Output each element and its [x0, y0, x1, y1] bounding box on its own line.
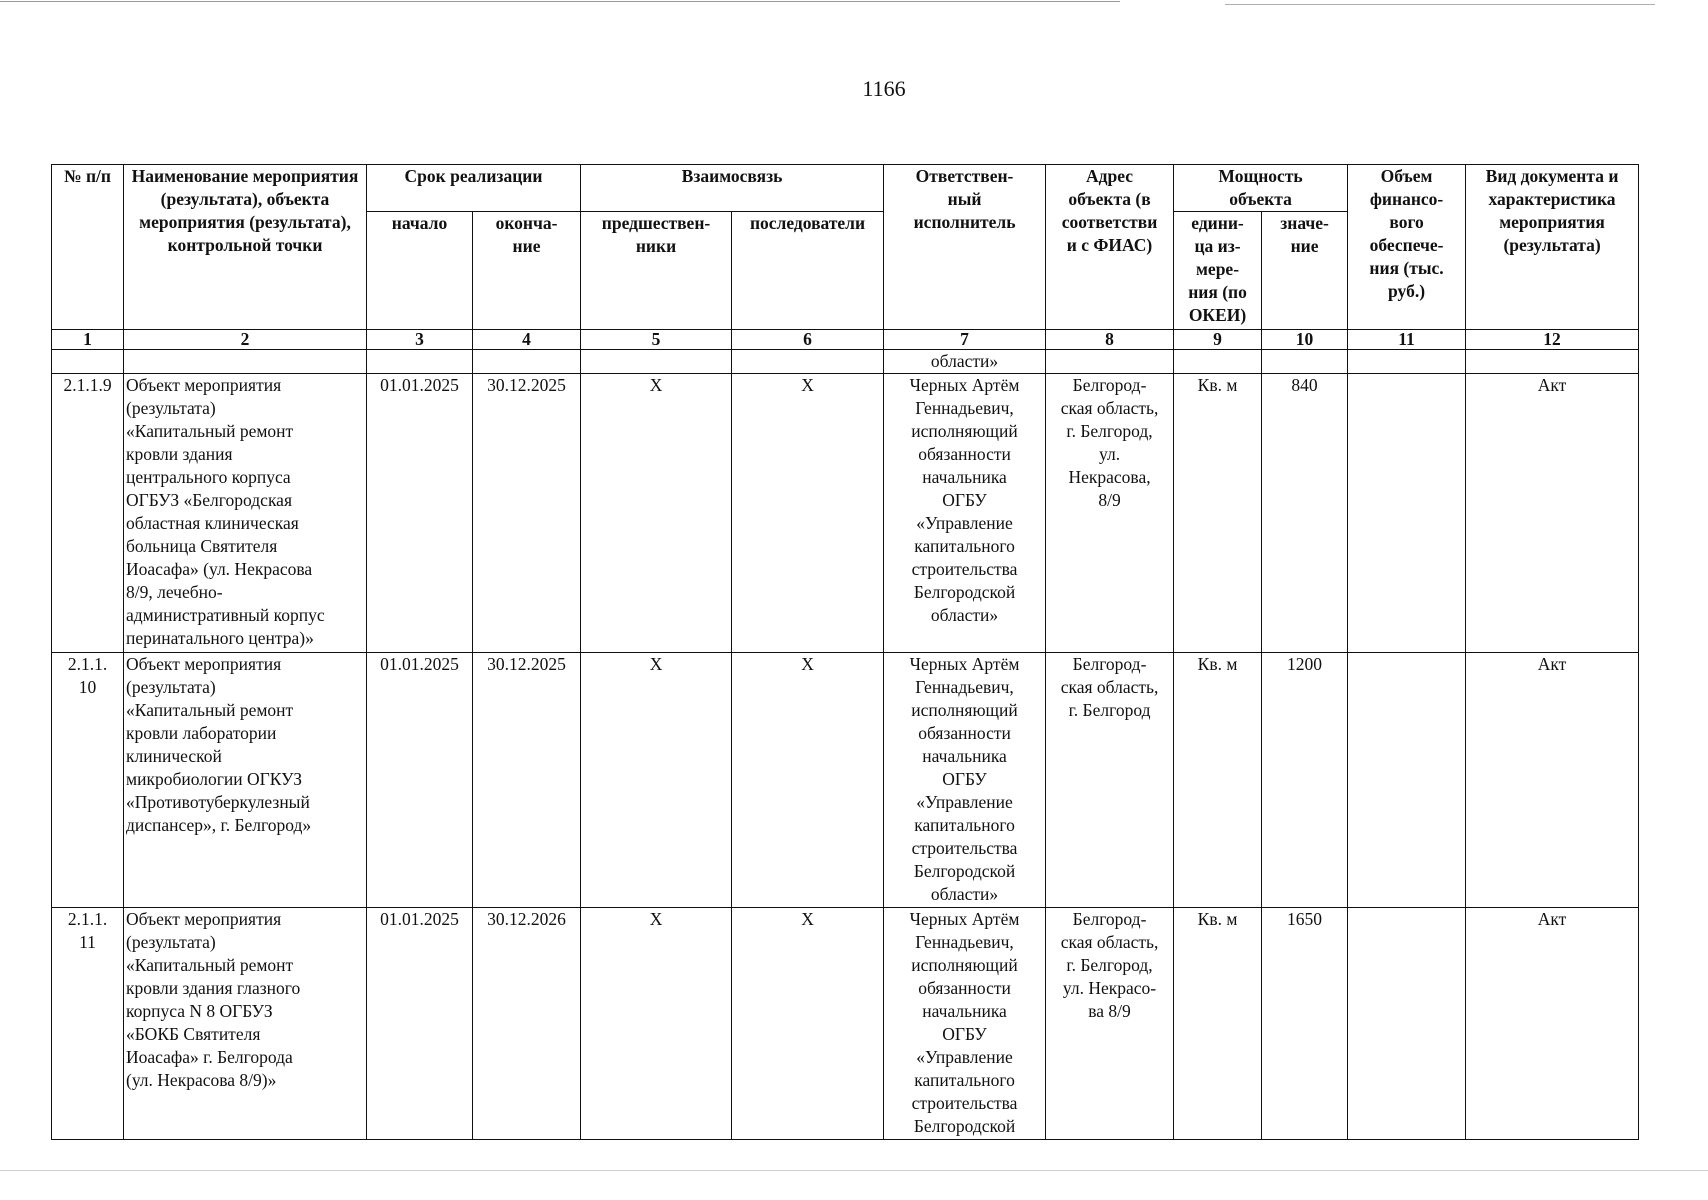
cell-unit: Кв. м [1174, 908, 1262, 1140]
cell-financing [1348, 653, 1466, 908]
column-number: 4 [473, 330, 581, 350]
cell-start: 01.01.2025 [367, 374, 473, 653]
cell-end: 30.12.2025 [473, 653, 581, 908]
cell-predecessors: X [581, 374, 732, 653]
header-num: № п/п [52, 165, 124, 330]
header-link: Взаимосвязь [581, 165, 884, 212]
cell-address: Белгород- ская область, г. Белгород, ул. Некрасова, 8/9 [1046, 374, 1174, 653]
schedule-table [51, 164, 1639, 1140]
cell-document: Акт [1466, 653, 1639, 908]
cell-num: 2.1.1.9 [52, 374, 124, 653]
scan-edge-line [1225, 4, 1655, 5]
header-power-value: значе- ние [1262, 212, 1348, 330]
header-link-successors: последователи [732, 212, 884, 330]
header-address: Адрес объекта (в соответстви и с ФИАС) [1046, 165, 1174, 330]
continuation-row [52, 350, 1639, 374]
header-term-start: начало [367, 212, 473, 330]
cell-responsible: Черных Артём Геннадьевич, исполняющий обязанности начальника ОГБУ «Управление капитального строительства Белгородской области» [884, 653, 1046, 908]
table-header [52, 165, 1639, 350]
header-document: Вид документа и характеристика мероприятия (результата) [1466, 165, 1639, 330]
column-number: 6 [732, 330, 884, 350]
cell-successors: X [732, 653, 884, 908]
cell-unit: Кв. м [1174, 374, 1262, 653]
cell-address: Белгород- ская область, г. Белгород [1046, 653, 1174, 908]
column-number: 3 [367, 330, 473, 350]
cell-financing [1348, 374, 1466, 653]
column-number: 11 [1348, 330, 1466, 350]
column-number: 8 [1046, 330, 1174, 350]
column-number: 9 [1174, 330, 1262, 350]
cell-end: 30.12.2026 [473, 908, 581, 1140]
cell-start: 01.01.2025 [367, 653, 473, 908]
header-power: Мощность объекта [1174, 165, 1348, 212]
header-financing: Объем финансо- вого обеспече- ния (тыс. руб.) [1348, 165, 1466, 330]
cell-successors: X [732, 908, 884, 1140]
cell-value: 840 [1262, 374, 1348, 653]
column-number: 7 [884, 330, 1046, 350]
page-number: 1166 [862, 76, 906, 101]
cell-value: 1650 [1262, 908, 1348, 1140]
cell-responsible: области» [884, 350, 1046, 374]
cell-predecessors: X [581, 653, 732, 908]
cell-unit: Кв. м [1174, 653, 1262, 908]
header-power-unit: едини- ца из- мере- ния (по ОКЕИ) [1174, 212, 1262, 330]
cell-end: 30.12.2025 [473, 374, 581, 653]
header-name: Наименование мероприятия (результата), объекта мероприятия (результата), контрольной точки [124, 165, 367, 330]
cell-value: 1200 [1262, 653, 1348, 908]
cell-financing [1348, 908, 1466, 1140]
header-term-end: оконча- ние [473, 212, 581, 330]
table-body [52, 350, 1639, 1140]
cell-predecessors: X [581, 908, 732, 1140]
column-number: 10 [1262, 330, 1348, 350]
cell-document: Акт [1466, 374, 1639, 653]
cell-document: Акт [1466, 908, 1639, 1140]
cell-name: Объект мероприятия (результата) «Капитальный ремонт кровли здания центрального корпуса ОГБУЗ «Белгородская областная клиническая больница Святителя Иоасафа» (ул. Некрасова 8/9, лечебно- административный корпус перинатального центра)» [124, 374, 367, 653]
header-link-predecessors: предшествен- ники [581, 212, 732, 330]
cell-name: Объект мероприятия (результата) «Капитальный ремонт кровли здания глазного корпуса N 8 ОГБУЗ «БОКБ Святителя Иоасафа» г. Белгорода (ул. Некрасова 8/9)» [124, 908, 367, 1140]
column-numbers-row [52, 330, 1639, 350]
scan-edge-line [0, 1170, 1708, 1171]
cell-responsible: Черных Артём Геннадьевич, исполняющий обязанности начальника ОГБУ «Управление капитального строительства Белгородской [884, 908, 1046, 1140]
header-responsible: Ответствен- ный исполнитель [884, 165, 1046, 330]
column-number: 1 [52, 330, 124, 350]
column-number: 2 [124, 330, 367, 350]
table-row [52, 908, 1639, 1140]
column-number: 5 [581, 330, 732, 350]
cell-num: 2.1.1. 10 [52, 653, 124, 908]
column-number: 12 [1466, 330, 1639, 350]
cell-name: Объект мероприятия (результата) «Капитальный ремонт кровли лаборатории клинической микробиологии ОГКУЗ «Противотуберкулезный диспансер», г. Белгород» [124, 653, 367, 908]
cell-responsible: Черных Артём Геннадьевич, исполняющий обязанности начальника ОГБУ «Управление капитального строительства Белгородской области» [884, 374, 1046, 653]
cell-address: Белгород- ская область, г. Белгород, ул. Некрасо- ва 8/9 [1046, 908, 1174, 1140]
scan-edge-line [0, 1, 1120, 2]
cell-successors: X [732, 374, 884, 653]
header-term: Срок реализации [367, 165, 581, 212]
table-row [52, 653, 1639, 908]
cell-num: 2.1.1. 11 [52, 908, 124, 1140]
cell-start: 01.01.2025 [367, 908, 473, 1140]
table-row [52, 374, 1639, 653]
